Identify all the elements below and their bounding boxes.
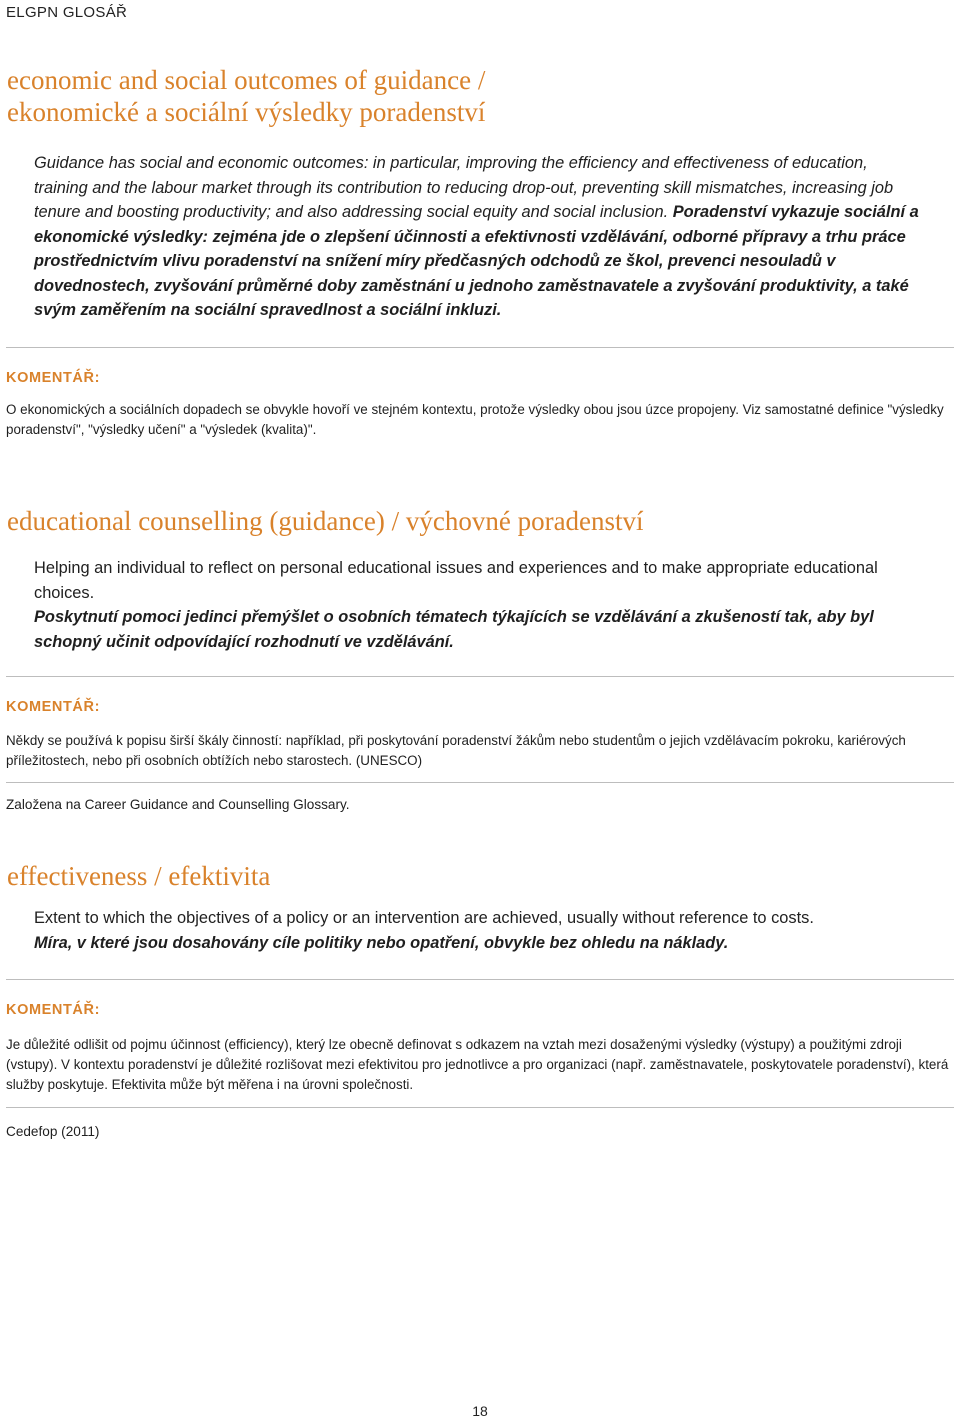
entry-term-line-2: ekonomické a sociální výsledky poradenství	[7, 97, 486, 127]
entry-definition	[0, 556, 960, 654]
definition-czech: Poskytnutí pomoci jedinci přemýšlet o osobních tématech týkajících se vzdělávání a zkušeností tak, aby byl schopný učinit odpovídající rozhodnutí ve vzdělávání.	[34, 608, 874, 651]
definition-czech: Poradenství vykazuje sociální a ekonomické výsledky: zejména jde o zlepšení účinnosti a efektivnosti vzdělávání, odborné přípravy a trhu práce prostřednictvím vlivu poradenství na snížení míry předčasných odchodů ze škol, prevenci nesouladů v dovednostech, zvyšování průměrné doby zaměstnání u jednoho zaměstnavatele a zvyšování produktivity, a také svým zaměřením na sociální spravedlnost a sociální inkluzi.	[34, 203, 919, 319]
entry-term-line-1: economic and social outcomes of guidance /	[7, 65, 486, 95]
comment-label: KOMENTÁŘ:	[6, 369, 101, 386]
definition-czech: Míra, v které jsou dosahovány cíle politiky nebo opatření, obvykle bez ohledu na náklady.	[34, 933, 729, 952]
glossary-entry-educational-counselling	[0, 505, 960, 812]
definition-english: Helping an individual to reflect on personal educational issues and experiences and to make appropriate educational choices.	[34, 559, 878, 602]
entry-term: effectiveness / efektivita	[7, 861, 271, 891]
comment-text: Někdy se používá k popisu širší škály činností: například, při poskytování poradenství žákům nebo studentům o jejich vzdělávacím pokroku, kariérových příležitostech, nebo při osobních obtížích nebo starostech. (UNESCO)	[6, 733, 906, 768]
source-note: Založena na Career Guidance and Counselling Glossary.	[6, 797, 350, 812]
comment-label: KOMENTÁŘ:	[6, 1002, 101, 1018]
definition-english: Extent to which the objectives of a policy or an intervention are achieved, usually without reference to costs.	[34, 909, 814, 927]
glossary-entry-economic-social-outcomes	[0, 64, 960, 440]
glossary-entry-effectiveness	[0, 860, 960, 1139]
comment-label: KOMENTÁŘ:	[6, 699, 101, 715]
comment-text: Je důležité odlišit od pojmu účinnost (efficiency), který lze obecně definovat s odkazem na vztah mezi dosaženými výsledky (výstupy) a použitými zdroji (vstupy). V kontextu poradenství je důležité rozlišovat mezi efektivitou pro jednotlivce a pro organizaci (např. zaměstnavatele, poskytovatele poradenství), která služby poskytuje. Efektivita může být měřena i na úrovni společnosti.	[6, 1037, 949, 1092]
source-note: Cedefop (2011)	[6, 1124, 100, 1139]
entry-definition	[0, 151, 960, 323]
page-number: 18	[472, 1403, 488, 1419]
comment-text: O ekonomických a sociálních dopadech se obvykle hovoří ve stejném kontextu, protože výsledky obou jsou úzce propojeny. Viz samostatné definice "výsledky poradenství", "výsledky učení" a "výsledek (kvalita)".	[6, 401, 944, 437]
entry-term	[0, 64, 960, 128]
entry-term: educational counselling (guidance) / výchovné poradenství	[7, 506, 644, 536]
entry-definition	[0, 906, 960, 955]
definition-english: Guidance has social and economic outcomes: in particular, improving the efficiency and effectiveness of education, training and the labour market through its contribution to reducing drop-out, preventing skill mismatches, increasing job tenure and boosting productivity; and also addressing social equity and social inclusion.	[34, 154, 894, 221]
running-header: ELGPN GLOSÁŘ	[6, 4, 128, 21]
